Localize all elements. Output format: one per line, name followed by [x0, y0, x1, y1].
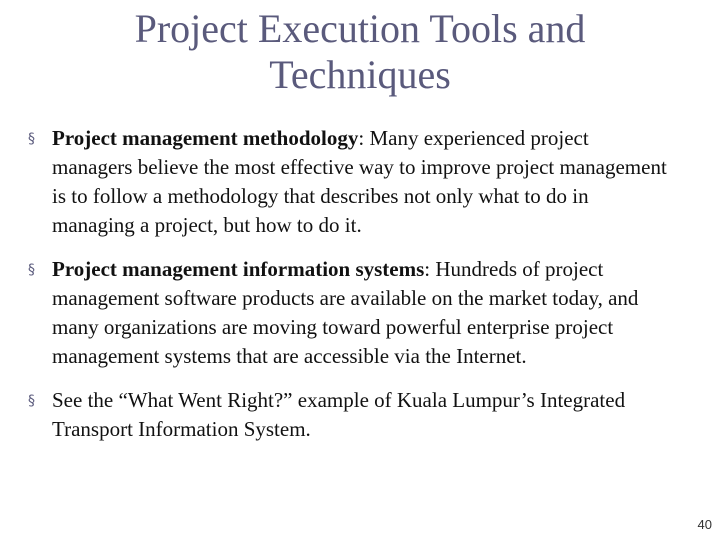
square-bullet-icon: §: [28, 262, 35, 278]
square-bullet-icon: §: [28, 393, 35, 409]
bullet-what-went-right: [28, 386, 668, 444]
square-bullet-icon: §: [28, 131, 35, 147]
bullet-text: See the “What Went Right?” example of Kuala Lumpur’s Integrated Transport Information System.: [52, 388, 626, 441]
bullet-term: Project management methodology: [52, 126, 359, 150]
bullet-information-systems: [28, 255, 668, 371]
bullet-text: : Many experienced project managers believe the most effective way to improve project management is to follow a methodology that describes not only what to do in managing a project, but how to do it.: [52, 126, 667, 237]
bullet-list: [28, 124, 668, 444]
page-number: 40: [697, 517, 712, 532]
slide-title: Project Execution Tools and Techniques: [134, 6, 586, 97]
bullet-term: Project management information systems: [52, 257, 425, 281]
bullet-text: : Hundreds of project management software products are available on the market today, and many organizations are moving toward powerful enterprise project management systems that are accessible via the Internet.: [52, 257, 639, 368]
bullet-methodology: [28, 124, 668, 240]
